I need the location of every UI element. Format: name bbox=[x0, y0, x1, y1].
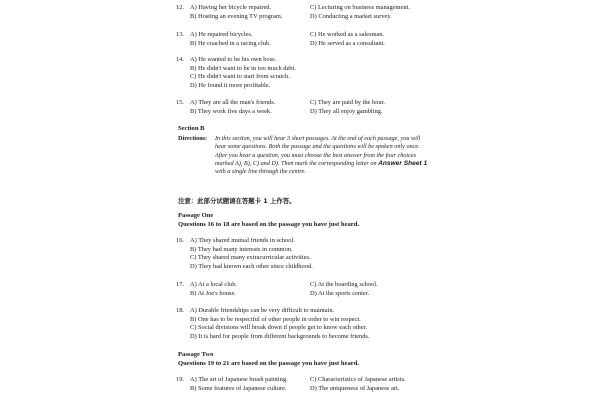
option-a: A) He wanted to be his own boss. bbox=[190, 56, 277, 63]
question-number: 17. bbox=[176, 281, 184, 288]
option-b: B) He didn't want to be in too much debt. bbox=[190, 64, 296, 72]
option-c: C) Social divisions will break down if people get to know each other. bbox=[190, 324, 367, 332]
option-d: D) They all enjoy gambling. bbox=[310, 107, 383, 115]
directions-label: Directions: bbox=[178, 135, 208, 142]
option-d: D) He found it more profitable. bbox=[190, 81, 271, 89]
passage-one-title: Passage One bbox=[178, 212, 214, 219]
directions-text bbox=[215, 135, 428, 176]
option-b: B) They work five days a week. bbox=[190, 107, 272, 115]
option-d: D) They had known each other since childhood. bbox=[190, 262, 313, 270]
option-b: B) They had many interests in common. bbox=[190, 245, 293, 253]
option-c: C) At the boarding school. bbox=[310, 281, 378, 288]
question-number: 14. bbox=[176, 56, 184, 63]
option-b: B) Some features of Japanese culture. bbox=[190, 384, 287, 392]
question-number: 16. bbox=[176, 237, 184, 244]
question-number: 19. bbox=[176, 376, 184, 383]
option-c: C) They are paid by the hour. bbox=[310, 99, 385, 106]
option-b: B) Hosting an evening TV program. bbox=[190, 12, 283, 20]
option-d: D) He served as a consultant. bbox=[310, 39, 385, 47]
option-c: C) Lecturing on business management. bbox=[310, 4, 410, 11]
passage-two-instruction: Questions 19 to 21 are based on the passage you have just heard. bbox=[178, 360, 360, 367]
question-number: 12. bbox=[176, 4, 184, 11]
passage-two-title: Passage Two bbox=[178, 351, 214, 358]
option-d: D) The uniqueness of Japanese art. bbox=[310, 384, 400, 392]
question-number: 15. bbox=[176, 99, 184, 106]
section-b-title: Section B bbox=[178, 125, 205, 132]
option-a: A) They are all the man's friends. bbox=[190, 99, 276, 106]
answer-sheet-label: Answer Sheet 1 bbox=[378, 159, 428, 167]
option-b: B) He coached in a racing club. bbox=[190, 39, 271, 47]
option-c: C) He didn't want to start from scratch. bbox=[190, 73, 290, 81]
option-c: C) They shared many extracurricular activities. bbox=[190, 254, 311, 262]
option-a: A) He repaired bicycles. bbox=[190, 31, 253, 38]
option-a: A) At a local club. bbox=[190, 281, 238, 288]
option-a: A) They shared mutual friends in school. bbox=[190, 237, 295, 244]
option-c: C) Characteristics of Japanese artists. bbox=[310, 376, 406, 383]
option-d: D) It is hard for people from different backgrounds to become friends. bbox=[190, 332, 370, 340]
question-number: 18. bbox=[176, 307, 184, 314]
passage-one-instruction: Questions 16 to 18 are based on the passage you have just heard. bbox=[178, 221, 360, 228]
option-a: A) The art of Japanese brush painting. bbox=[190, 376, 288, 383]
option-a: A) Durable friendships can be very difficult to maintain. bbox=[190, 307, 335, 314]
option-a: A) Having her bicycle repaired. bbox=[190, 4, 272, 11]
option-d: D) At the sports center. bbox=[310, 289, 370, 297]
directions-tail: with a single line through the centre. bbox=[215, 168, 306, 176]
option-b: B) One has to be respectful of other people in order to win respect. bbox=[190, 315, 361, 323]
question-number: 13. bbox=[176, 31, 184, 38]
option-b: B) At Joe's house. bbox=[190, 289, 236, 297]
option-c: C) He worked as a salesman. bbox=[310, 31, 385, 38]
option-d: D) Conducting a market survey. bbox=[310, 12, 392, 20]
chinese-note: 注意：此部分试题请在答题卡 1 上作答。 bbox=[178, 197, 296, 205]
directions-body: In this section, you will hear 3 short passages. At the end of each passage, you will hear some questions. Both the passage and the questions will be spoken only once. After you hear a question, you must choose the best answer from the four choices marked A), B), C) and D). Then mark the corresponding letter on bbox=[215, 135, 421, 167]
